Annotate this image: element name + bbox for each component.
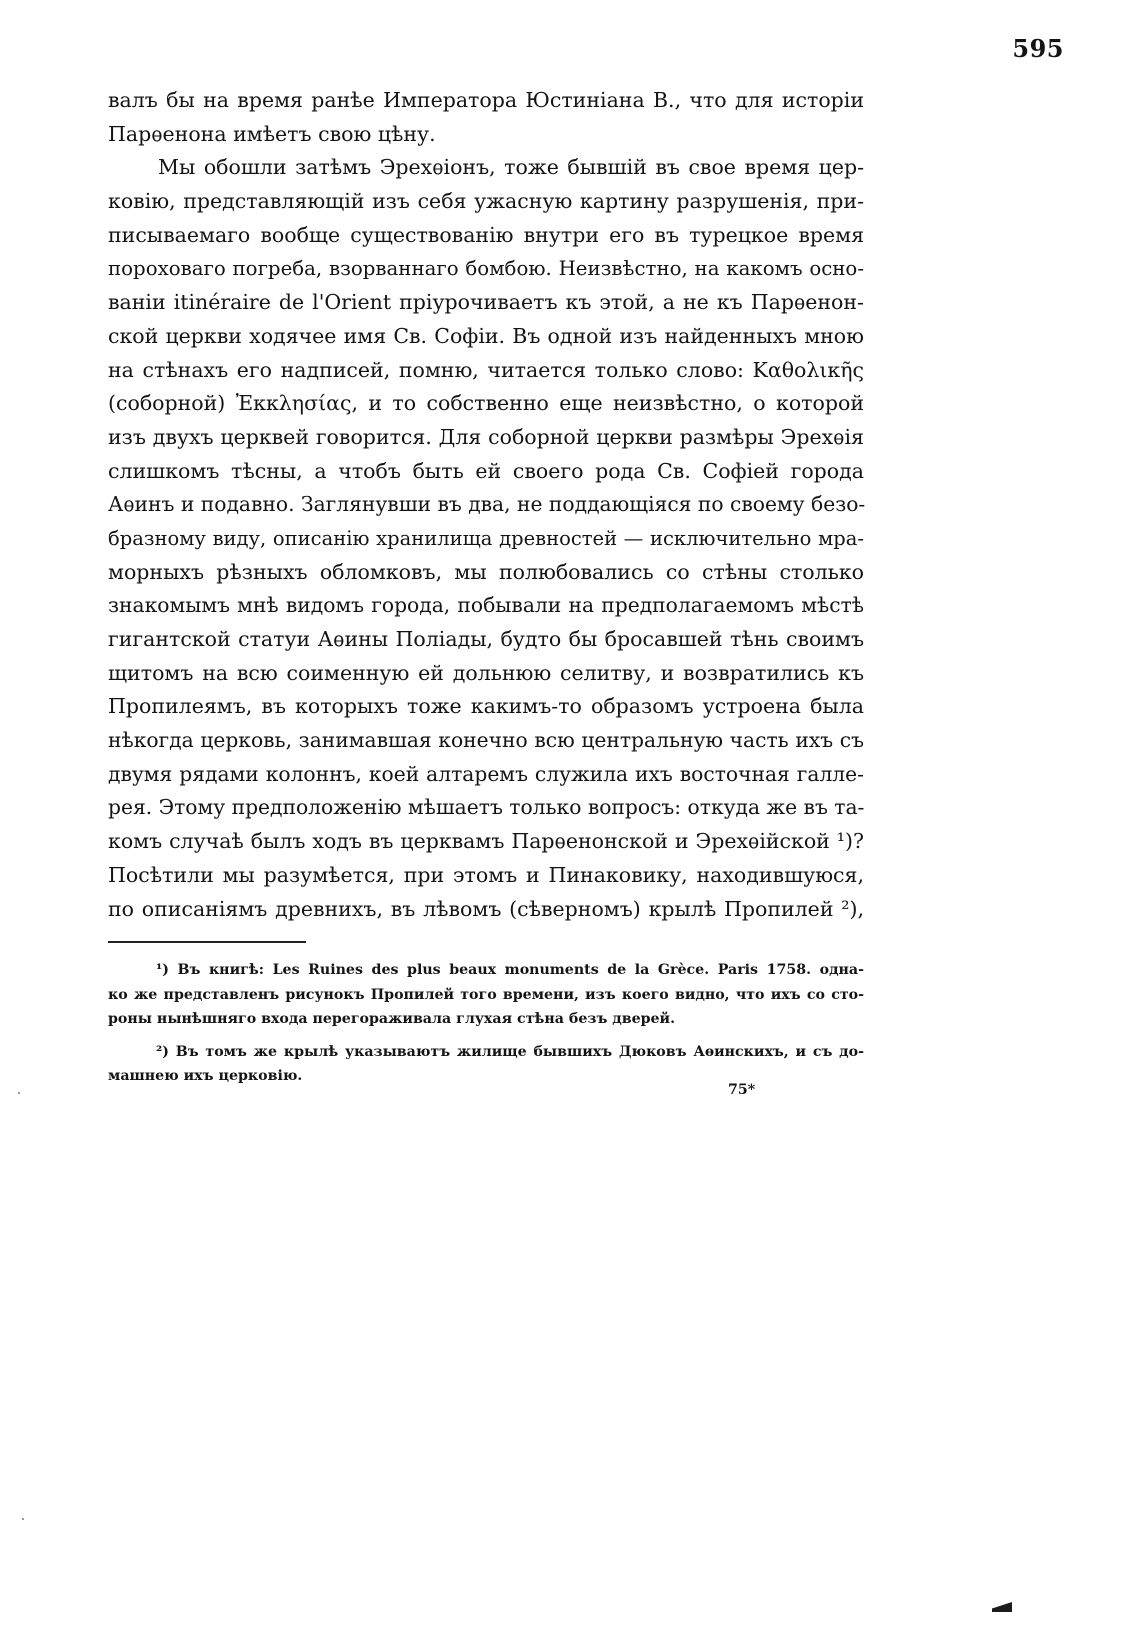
text-line: на стѣнахъ его надписей, помню, читается только слово: Καθολικῆς <box>108 357 864 382</box>
text-line: Аѳинъ и подавно. Заглянувши въ два, не поддающіяся по своему безо- <box>108 492 866 517</box>
scan-speck <box>22 1518 24 1520</box>
page-number: 595 <box>1012 34 1064 63</box>
scan-speck <box>18 1092 20 1094</box>
footnote-2-line: машнею ихъ церковію. <box>108 1068 303 1084</box>
footnote-1-line: ко же представленъ рисунокъ Пропилей того времени, изъ коего видно, что ихъ со сто- <box>108 986 864 1003</box>
paragraph-start-line: Мы обошли затѣмъ Эрехѳіонъ, тоже бывшій въ свое время цер- <box>158 155 864 180</box>
footnote-divider <box>108 941 306 943</box>
text-line: комъ случаѣ былъ ходъ въ церквамъ Парѳенонской и Эрехѳійской ¹)? <box>108 829 864 854</box>
text-line: рея. Этому предположенію мѣшаетъ только вопросъ: откуда же въ та- <box>108 795 865 820</box>
text-line: ской церкви ходячее имя Св. Софіи. Въ одной изъ найденныхъ мною <box>108 323 864 348</box>
signature-mark: 75* <box>728 1082 756 1098</box>
text-line: пороховаго погреба, взорваннаго бомбою. Неизвѣстно, на какомъ осно- <box>108 257 864 281</box>
text-line: изъ двухъ церквей говорится. Для соборной церкви размѣры Эрехѳія <box>108 424 864 449</box>
text-line: (соборной) Ἐκκλησίας, и то собственно еще неизвѣстно, о которой <box>108 391 864 416</box>
text-line: Пропилеямъ, въ которыхъ тоже какимъ-то образомъ устроена была <box>108 694 864 719</box>
text-line: ваніи itinéraire de l'Orient пріурочиваетъ къ этой, а не къ Парѳенон- <box>108 290 864 315</box>
text-line: ковію, представляющій изъ себя ужасную картину разрушенія, при- <box>108 189 864 214</box>
text-line: нѣкогда церковь, занимавшая конечно всю центральную часть ихъ съ <box>108 728 864 753</box>
text-line: знакомымъ мнѣ видомъ города, побывали на предполагаемомъ мѣстѣ <box>108 593 864 618</box>
text-line: гигантской статуи Аѳины Поліады, будто бы бросавшей тѣнь своимъ <box>108 627 864 651</box>
text-line: по описаніямъ древнихъ, въ лѣвомъ (сѣверномъ) крылѣ Пропилей ²), <box>108 896 864 921</box>
footnote-1-line: роны нынѣшняго входа перегораживала глухая стѣна безъ дверей. <box>108 1011 676 1027</box>
text-line: слишкомъ тѣсны, а чтобъ быть ей своего рода Св. Софіей города <box>108 458 864 483</box>
footnote-1-line: ¹) Въ книгѣ: Les Ruines des plus beaux monuments de la Grèce. Paris 1758. одна- <box>156 962 864 978</box>
corner-mark <box>992 1602 1012 1612</box>
body-text <box>108 84 864 926</box>
text-line: морныхъ рѣзныхъ обломковъ, мы полюбовались со стѣны столько <box>108 559 864 584</box>
text-line: щитомъ на всю соименную ей дольнюю селитву, и возвратились къ <box>108 660 864 685</box>
text-line: бразному виду, описанію хранилища древностей — исключительно мра- <box>108 526 864 550</box>
text-line: писываемаго вообще существованію внутри его въ турецкое время <box>108 222 864 247</box>
footnote-2-line: ²) Въ томъ же крылѣ указываютъ жилище бывшихъ Дюковъ Аѳинскихъ, и съ до- <box>156 1043 864 1060</box>
text-line: Парѳенона имѣетъ свою цѣну. <box>108 121 436 146</box>
text-line: Посѣтили мы разумѣется, при этомъ и Пинаковику, находившуюся, <box>108 862 864 887</box>
text-line: двумя рядами колоннъ, коей алтаремъ служила ихъ восточная галле- <box>108 761 864 786</box>
text-line: валъ бы на время ранѣе Императора Юстиніана В., что для исторіи <box>108 88 864 112</box>
footnotes <box>108 958 864 1089</box>
